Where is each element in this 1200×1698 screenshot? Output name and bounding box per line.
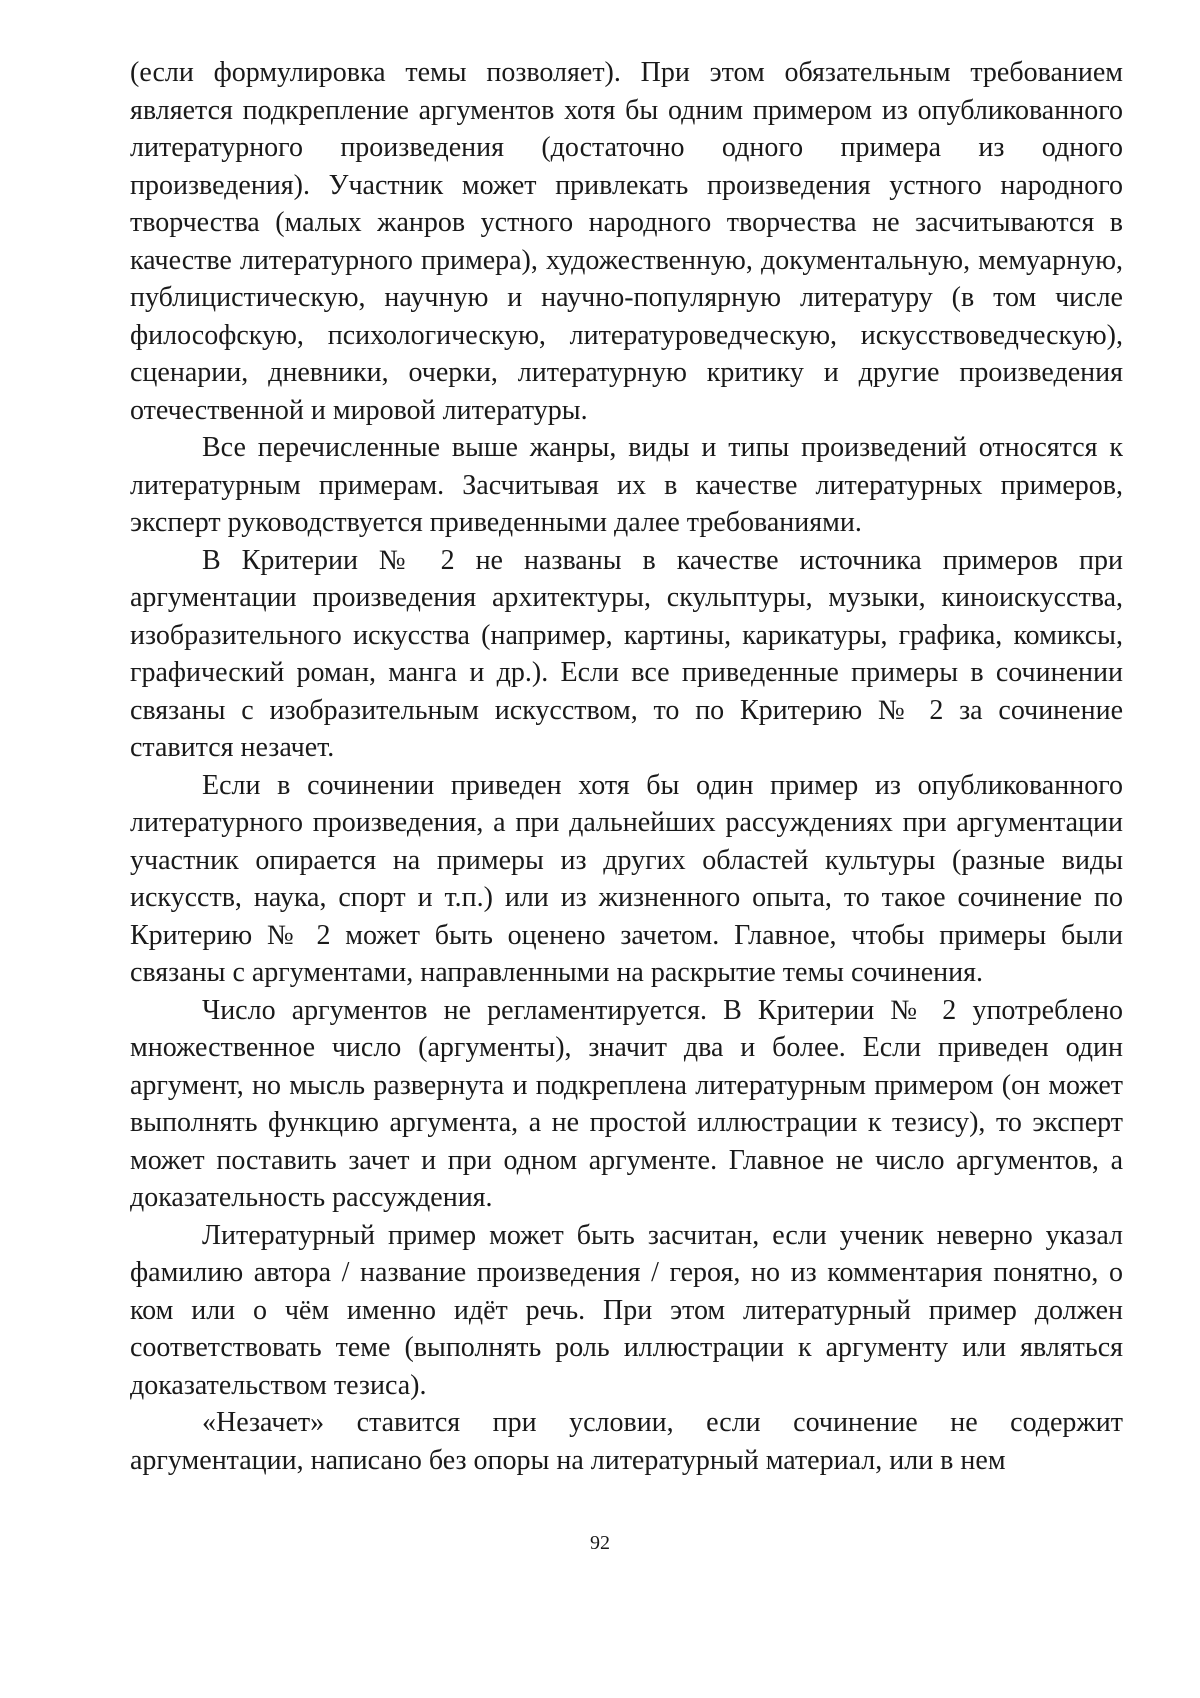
paragraph-3: В Критерии № 2 не названы в качестве источника примеров при аргументации произведения архитектуры, скульптуры, музыки, киноискусства, изобразительного искусства (например, картины, карикатуры, графика, комиксы, графический роман, манга и др.). Если все приведенные примеры в сочинении связаны с изобразительным искусством, то по Критерию № 2 за сочинение ставится незачет. — [130, 544, 1123, 763]
paragraph-5: Число аргументов не регламентируется. В Критерии № 2 употреблено множественное число (аргументы), значит два и более. Если приведен один аргумент, но мысль развернута и подкреплена литературным примером (он может выполнять функцию аргумента, а не простой иллюстрации к тезису), то эксперт может поставить зачет и при одном аргументе. Главное не число аргументов, а доказательность рассуждения. — [130, 994, 1123, 1213]
paragraph-1: (если формулировка темы позволяет). При этом обязательным требованием является подкрепление аргументов хотя бы одним примером из опубликованного литературного произведения (достаточно одного примера из одного произведения). Участник может привлекать произведения устного народного творчества (малых жанров устного народного творчества не засчитываются в качестве литературного примера), художественную, документальную, мемуарную, публицистическую, научную и научно-популярную литературу (в том числе философскую, психологическую, литературоведческую, искусствоведческую), сценарии, дневники, очерки, литературную критику и другие произведения отечественной и мировой литературы. — [130, 57, 1123, 426]
document-body — [130, 54, 1123, 1479]
page-number: 92 — [590, 1532, 610, 1554]
paragraph-4: Если в сочинении приведен хотя бы один пример из опубликованного литературного произведения, а при дальнейших рассуждениях при аргументации участник опирается на примеры из других областей культуры (разные виды искусств, наука, спорт и т.п.) или из жизненного опыта, то такое сочинение по Критерию № 2 может быть оценено зачетом. Главное, чтобы примеры были связаны с аргументами, направленными на раскрытие темы сочинения. — [130, 769, 1123, 988]
paragraph-6: Литературный пример может быть засчитан, если ученик неверно указал фамилию автора / название произведения / героя, но из комментария понятно, о ком или о чём именно идёт речь. При этом литературный пример должен соответствовать теме (выполнять роль иллюстрации к аргументу или являться доказательством тезиса). — [130, 1219, 1123, 1401]
paragraph-2: Все перечисленные выше жанры, виды и типы произведений относятся к литературным примерам. Засчитывая их в качестве литературных примеров, эксперт руководствуется приведенными далее требованиями. — [130, 432, 1123, 538]
paragraph-7: «Незачет» ставится при условии, если сочинение не содержит аргументации, написано без опоры на литературный материал, или в нем — [130, 1407, 1123, 1476]
